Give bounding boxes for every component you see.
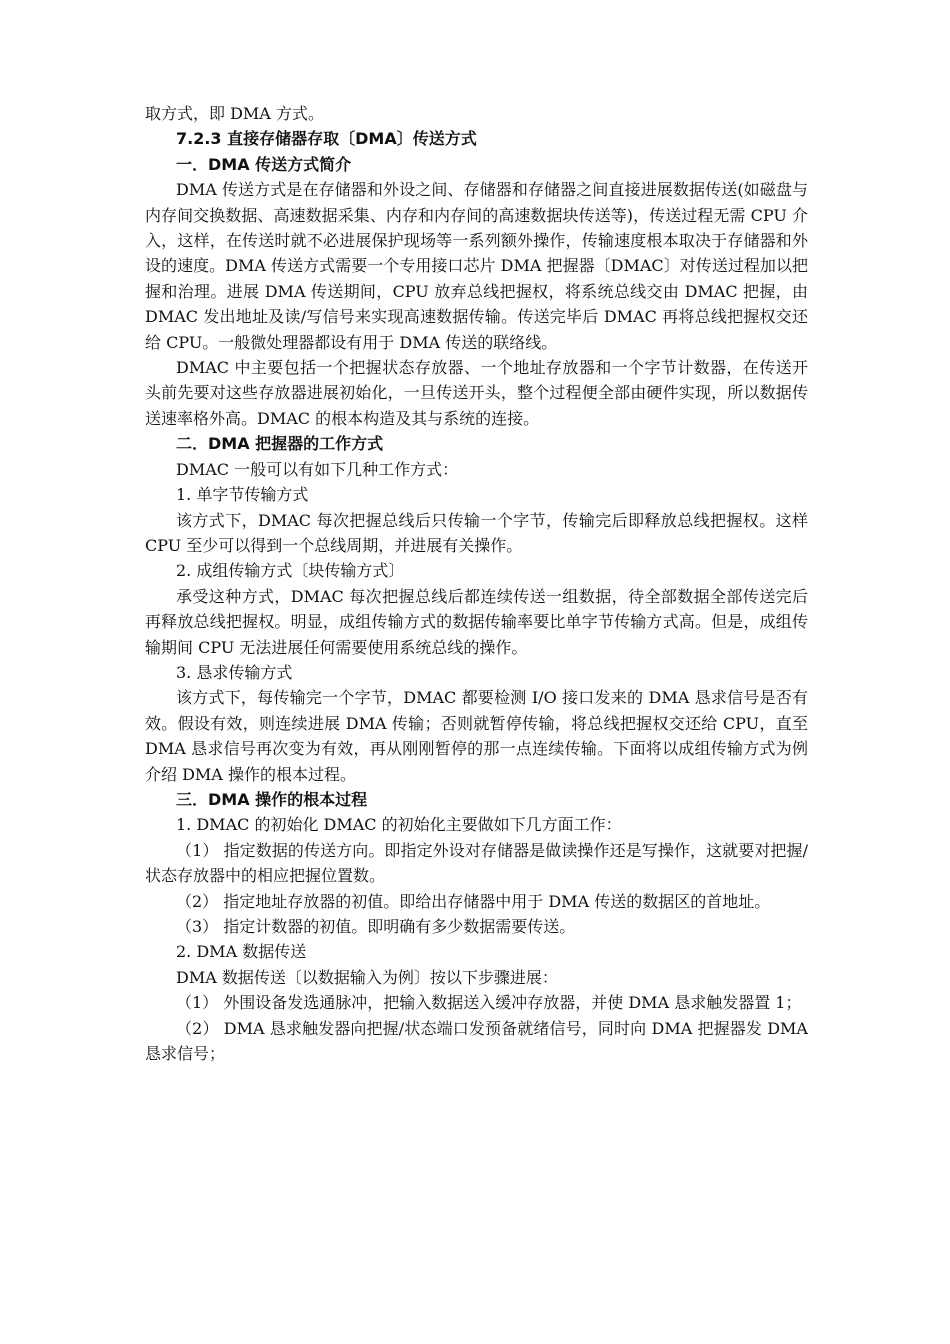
paragraph: DMAC 一般可以有如下几种工作方式： (176, 459, 459, 479)
section-heading: 7.2.3 直接存储器存取〔DMA〕传送方式 (176, 129, 477, 149)
list-item: （2） DMA 恳求触发器向把握/状态端口发预备就绪信号，同时向 DMA 把握器发 DMA 恳求信号； (145, 1018, 808, 1064)
paragraph: DMAC 中主要包括一个把握状态存放器、一个地址存放器和一个字节计数器，在传送开头前先要对这些存放器进展初始化，一旦传送开头，整个过程便全部由硬件实现，所以数据传送速率格外高。DMAC 的根本构造及其与系统的连接。 (145, 358, 808, 428)
subsection-heading: 三．DMA 操作的根本过程 (176, 789, 368, 809)
paragraph: 该方式下，每传输完一个字节，DMAC 都要检测 I/O 接口发来的 DMA 恳求信号是否有效。假设有效，则连续进展 DMA 传输；否则就暂停传输，将总线把握权交还给 CPU，直至 DMA 恳求信号再次变为有效，再从刚刚暂停的那一点连续传输。下面将以成组传输方式为例介绍 DMA 操作的根本过程。 (145, 688, 808, 784)
subsection-heading: 二．DMA 把握器的工作方式 (176, 434, 384, 454)
list-item: （2） 指定地址存放器的初值。即给出存储器中用于 DMA 传送的数据区的首地址。 (176, 891, 771, 911)
list-item: （3） 指定计数器的初值。即明确有多少数据需要传送。 (176, 917, 576, 936)
paragraph: DMA 传送方式是在存储器和外设之间、存储器和存储器之间直接进展数据传送(如磁盘与内存间交换数据、高速数据采集、内存和内存间的高速数据块传送等)，传送过程无需 CPU 介入，这样，在传送时就不必进展保护现场等一系列额外操作，传输速度根本取决于存储器和外设的速度。DMA 传送方式需要一个专用接口芯片 DMA 把握器〔DMAC〕对传送过程加以把握和治理。进展 DMA 传送期间，CPU 放弃总线把握权，将系统总线交由 DMAC 把握，由 DMAC 发出地址及读/写信号来实现高速数据传输。传送完毕后 DMAC 再将总线把握权交还给 CPU。一般微处理器都设有用于 DMA 传送的联络线。 (145, 180, 808, 352)
subsection-heading: 一．DMA 传送方式简介 (176, 154, 352, 174)
paragraph: 该方式下，DMAC 每次把握总线后只传输一个字节，传输完后即释放总线把握权。这样 CPU 至少可以得到一个总线周期，并进展有关操作。 (145, 510, 808, 555)
paragraph: 取方式，即 DMA 方式。 (145, 104, 324, 123)
paragraph: 承受这种方式，DMAC 每次把握总线后都连续传送一组数据，待全部数据全部传送完后再释放总线把握权。明显，成组传输方式的数据传输率要比单字节传输方式高。但是，成组传输期间 CPU 无法进展任何需要使用系统总线的操作。 (145, 586, 808, 657)
paragraph: DMA 数据传送〔以数据输入为例〕按以下步骤进展： (176, 967, 558, 987)
list-item: （1） 外围设备发选通脉冲，把输入数据送入缓冲存放器，并使 DMA 恳求触发器置 1； (176, 993, 802, 1013)
list-item: （1） 指定数据的传送方向。即指定外设对存储器是做读操作还是写操作，这就要对把握/状态存放器中的相应把握位置数。 (145, 840, 808, 886)
mode-title: 2. 成组传输方式〔块传输方式〕 (176, 561, 405, 581)
step-title: 1. DMAC 的初始化 DMAC 的初始化主要做如下几方面工作： (176, 815, 622, 835)
mode-title: 1. 单字节传输方式 (176, 485, 309, 505)
mode-title: 3. 恳求传输方式 (176, 662, 293, 682)
step-title: 2. DMA 数据传送 (176, 942, 307, 962)
